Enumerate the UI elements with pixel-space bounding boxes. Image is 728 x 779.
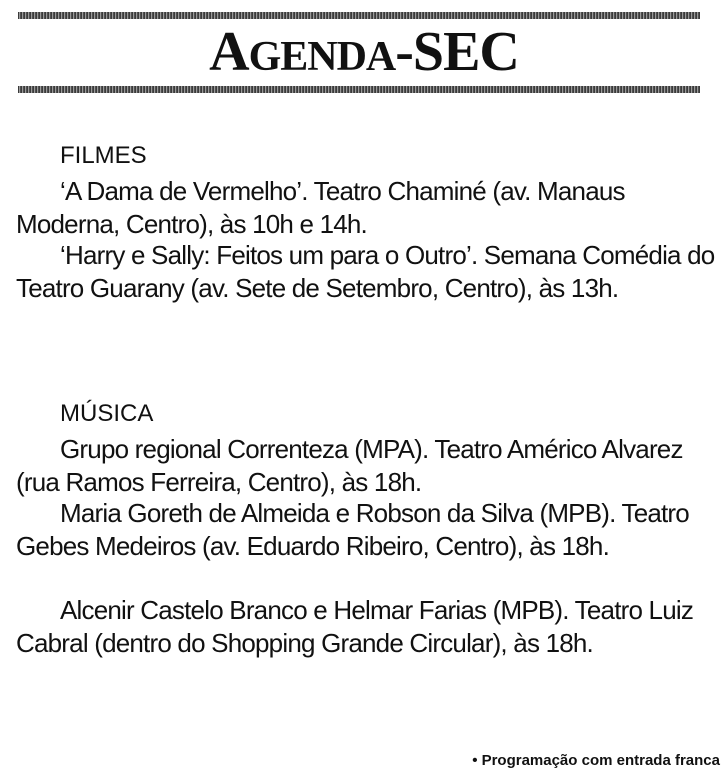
masthead-title-end: SEC bbox=[412, 21, 519, 83]
section-heading-musica: MÚSICA bbox=[60, 400, 154, 427]
listing-entry: Maria Goreth de Almeida e Robson da Silva (MPB). Teatro Gebes Medeiros (av. Eduardo Ribeiro, Centro), às 18h. bbox=[16, 498, 689, 561]
masthead-title bbox=[0, 20, 728, 89]
footnote bbox=[472, 751, 720, 771]
footnote-text: Programação com entrada franca bbox=[481, 752, 720, 769]
listing-entry: Alcenir Castelo Branco e Helmar Farias (MPB). Teatro Luiz Cabral (dentro do Shopping Grande Circular), às 18h. bbox=[16, 595, 694, 658]
masthead-title-dash: - bbox=[395, 21, 413, 83]
masthead-title-small-caps: GENDA bbox=[248, 34, 396, 80]
listing-entry: ‘A Dama de Vermelho’. Teatro Chaminé (av. Manaus Moderna, Centro), às 10h e 14h. bbox=[16, 176, 625, 239]
listing-entry: Grupo regional Correnteza (MPA). Teatro Américo Alvarez (rua Ramos Ferreira, Centro), às 18h. bbox=[16, 434, 683, 497]
bullet-icon: • bbox=[472, 752, 478, 769]
masthead-title-initial: A bbox=[209, 21, 249, 83]
section-heading-filmes: FILMES bbox=[60, 142, 147, 169]
masthead-bottom-rule bbox=[18, 86, 700, 93]
listing-entry: ‘Harry e Sally: Feitos um para o Outro’. Semana Comédia do Teatro Guarany (av. Sete de Setembro, Centro), às 13h. bbox=[16, 240, 715, 303]
masthead-top-rule bbox=[18, 12, 700, 19]
